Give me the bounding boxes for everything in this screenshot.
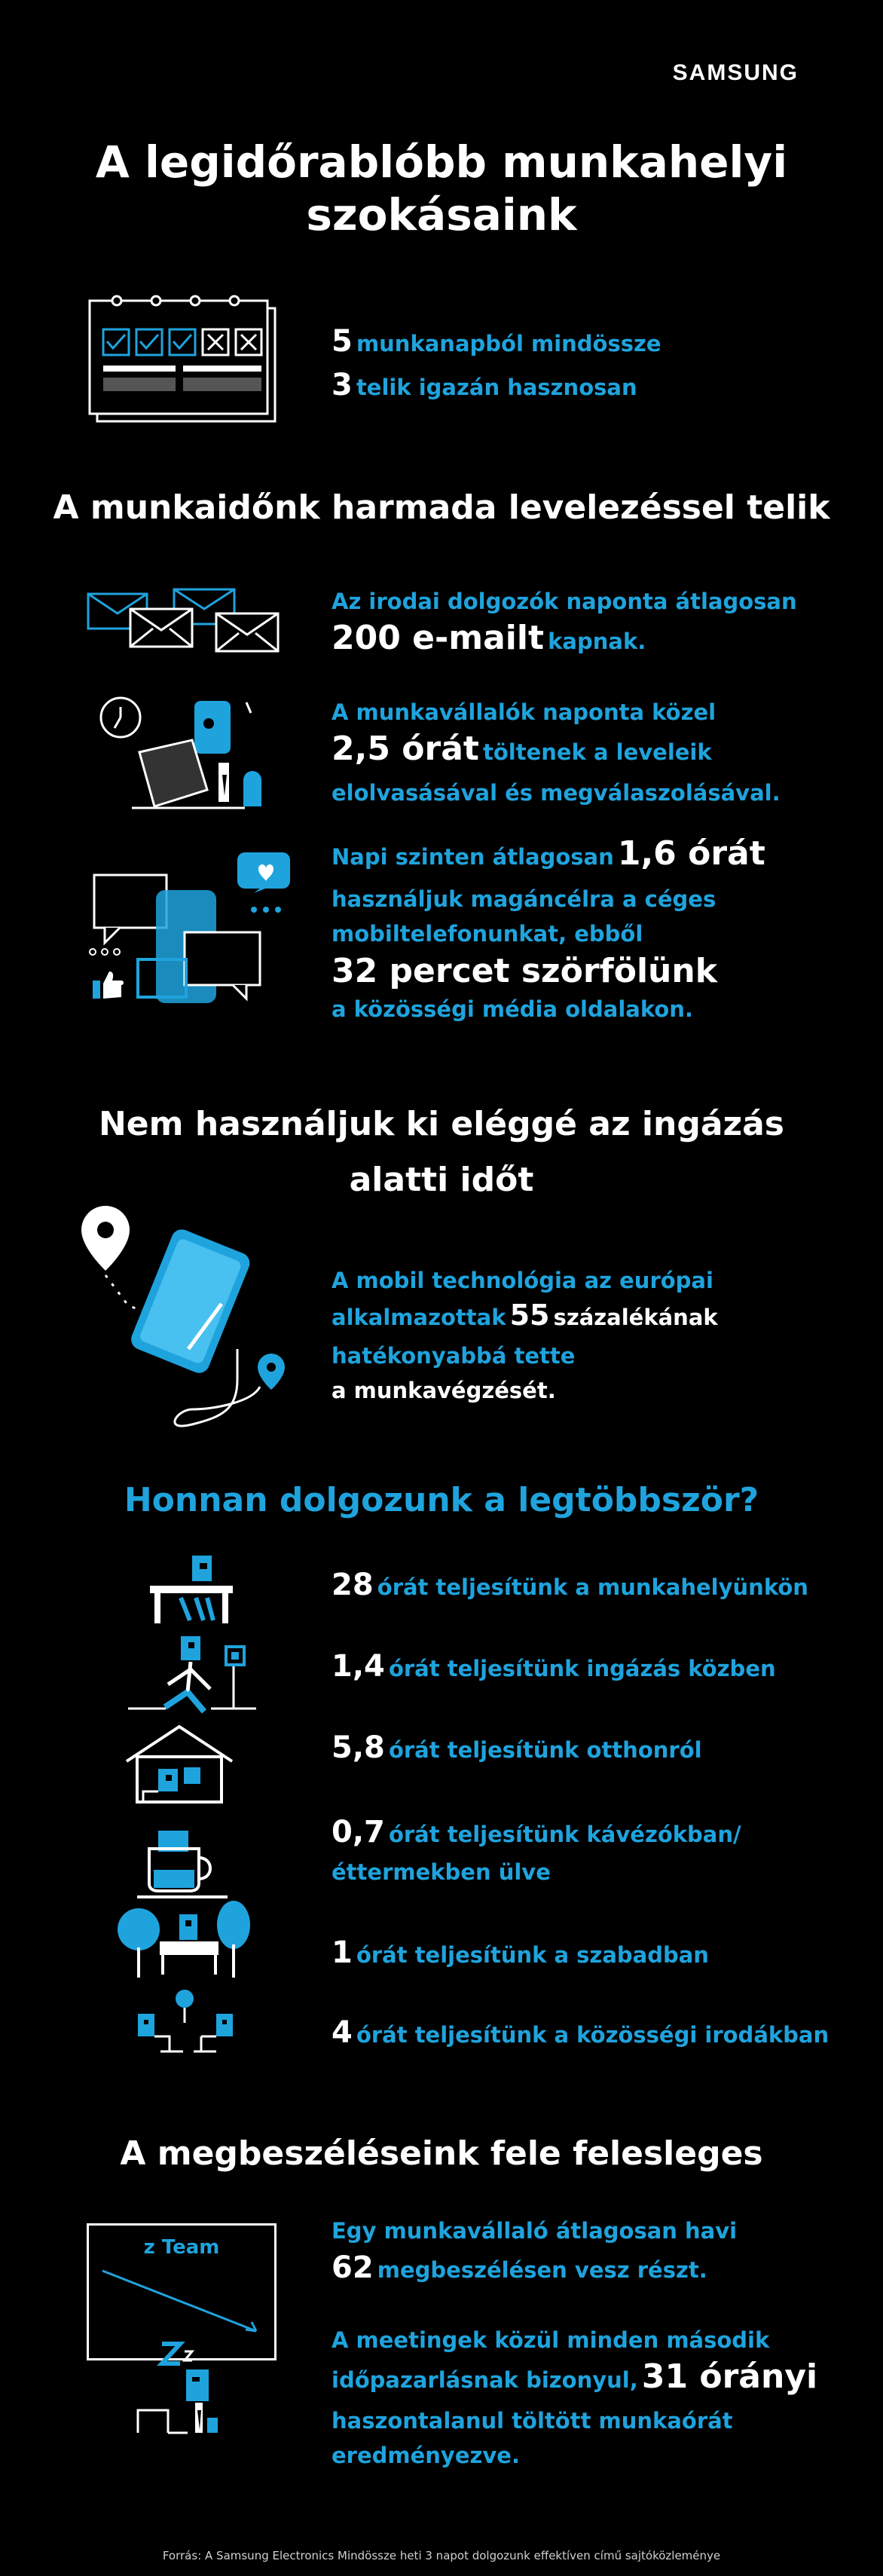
coffee-cup-icon xyxy=(136,1828,256,1903)
commuting-person-icon xyxy=(121,1632,256,1715)
where-row-home-num: 5,8 xyxy=(332,1730,385,1765)
where-row-coworking-num: 4 xyxy=(332,2015,353,2050)
email-stat-3-pre: Napi szinten átlagosan xyxy=(332,844,614,870)
email-stat-3-big1: 1,6 órát xyxy=(617,834,765,873)
sleeping-worker-icon xyxy=(132,2336,283,2449)
where-row-office xyxy=(332,1566,844,1610)
laptop-worker-icon xyxy=(94,693,283,814)
email-section-heading: A munkaidőnk harmada levelezéssel telik xyxy=(53,488,830,527)
source-footnote: Forrás: A Samsung Electronics Mindössze heti 3 napot dolgozunk effektíven című sajtóközleménye xyxy=(162,2549,721,2562)
commute-stat xyxy=(332,1263,814,1408)
meeting-stat-1-line-b: megbeszélésen vesz részt. xyxy=(377,2257,707,2283)
email-stat-1 xyxy=(332,584,814,665)
meeting-stat-2 xyxy=(332,2323,851,2473)
samsung-logo: SAMSUNG xyxy=(672,60,799,85)
email-stat-2-big: 2,5 órát xyxy=(332,730,479,768)
where-row-office-text: órát teljesítünk a munkahelyünkön xyxy=(377,1574,808,1600)
where-row-office-num: 28 xyxy=(332,1568,374,1602)
commute-stat-line-3: hatékonyabbá tette xyxy=(332,1343,576,1369)
envelopes-icon xyxy=(87,588,283,656)
email-stat-3-big2: 32 percet szörfölünk xyxy=(332,952,717,990)
where-row-home xyxy=(332,1729,844,1773)
where-row-cafe-text-2: éttermekben ülve xyxy=(332,1859,551,1885)
commute-phone-map-icon xyxy=(75,1206,294,1424)
email-stat-2 xyxy=(332,695,814,810)
where-row-cafe-text: órát teljesítünk kávézókban/ xyxy=(388,1822,741,1847)
workdays-stat xyxy=(332,323,784,410)
meeting-stat-1-num: 62 xyxy=(332,2250,374,2285)
meeting-stat-2-line-c: haszontalanul töltött munkaórát xyxy=(332,2408,733,2434)
commute-stat-line-1: A mobil technológia az európai xyxy=(332,1268,713,1293)
where-row-home-text: órát teljesítünk otthonról xyxy=(388,1737,702,1763)
meeting-stat-2-big: 31 órányi xyxy=(641,2357,818,2396)
where-row-outdoor-num: 1 xyxy=(332,1935,353,1970)
where-row-cafe xyxy=(332,1813,844,1887)
where-row-cafe-num: 0,7 xyxy=(332,1815,385,1849)
where-row-outdoor-text: órát teljesítünk a szabadban xyxy=(356,1942,709,1968)
where-heading: Honnan dolgozunk a legtöbbször? xyxy=(124,1481,759,1519)
where-row-outdoor xyxy=(332,1934,844,1978)
house-icon xyxy=(121,1722,241,1805)
meeting-heading: A megbeszéléseink fele felesleges xyxy=(120,2134,763,2173)
where-row-commute-num: 1,4 xyxy=(332,1649,385,1684)
calendar-icon xyxy=(87,298,283,426)
commute-heading-line-2: alatti időt xyxy=(349,1161,534,1199)
email-stat-3-line2: használjuk magáncélra a céges xyxy=(332,886,716,912)
commute-stat-num: 55 xyxy=(509,1299,550,1332)
meeting-stat-1-line-a: Egy munkavállaló átlagosan havi xyxy=(332,2218,738,2244)
where-row-coworking xyxy=(332,2014,859,2057)
where-row-commute-text: órát teljesítünk ingázás közben xyxy=(388,1656,776,1681)
commute-stat-line-2b: százalékának xyxy=(553,1305,718,1330)
commute-stat-line-4: a munkavégzését. xyxy=(332,1378,556,1403)
meeting-stat-2-line-a: A meetingek közül minden második xyxy=(332,2327,770,2353)
commute-heading-line-1: Nem használjuk ki eléggé az ingázás xyxy=(98,1105,784,1143)
email-stat-1-big: 200 e-mailt xyxy=(332,619,545,657)
where-row-commute xyxy=(332,1647,844,1691)
email-stat-2-pre: A munkavállalók naponta közel xyxy=(332,699,716,725)
workdays-num-1: 5 xyxy=(332,324,353,359)
whiteboard-label: z Team xyxy=(143,2236,220,2259)
email-stat-3 xyxy=(332,833,829,1026)
email-stat-3-line5: a közösségi média oldalakon. xyxy=(332,996,693,1022)
email-stat-2-post: elolvasásával és megválaszolásával. xyxy=(332,780,781,806)
email-stat-2-mid: töltenek a leveleik xyxy=(483,739,712,765)
commute-heading xyxy=(30,1097,853,1208)
meeting-stat-1 xyxy=(332,2213,844,2293)
meeting-stat-2-line-b: időpazarlásnak bizonyul, xyxy=(332,2367,638,2393)
meeting-stat-2-line-d: eredményezve. xyxy=(332,2443,520,2468)
workdays-text-2: telik igazán hasznosan xyxy=(356,375,637,400)
office-desk-icon xyxy=(139,1553,260,1628)
coworking-icon xyxy=(132,1990,252,2065)
social-media-phone-icon xyxy=(87,848,305,1021)
where-row-coworking-text: órát teljesítünk a közösségi irodákban xyxy=(356,2022,830,2048)
email-stat-1-pre: Az irodai dolgozók naponta átlagosan xyxy=(332,589,797,614)
email-stat-1-post: kapnak. xyxy=(548,629,646,654)
workdays-text-1: munkanapból mindössze xyxy=(356,331,661,356)
commute-stat-line-2a: alkalmazottak xyxy=(332,1305,506,1330)
park-bench-icon xyxy=(113,1899,256,1982)
workdays-num-2: 3 xyxy=(332,368,353,402)
page-title: A legidőrablóbb munkahelyi szokásaink xyxy=(95,136,788,240)
email-stat-3-line3: mobiltelefonunkat, ebből xyxy=(332,921,643,947)
